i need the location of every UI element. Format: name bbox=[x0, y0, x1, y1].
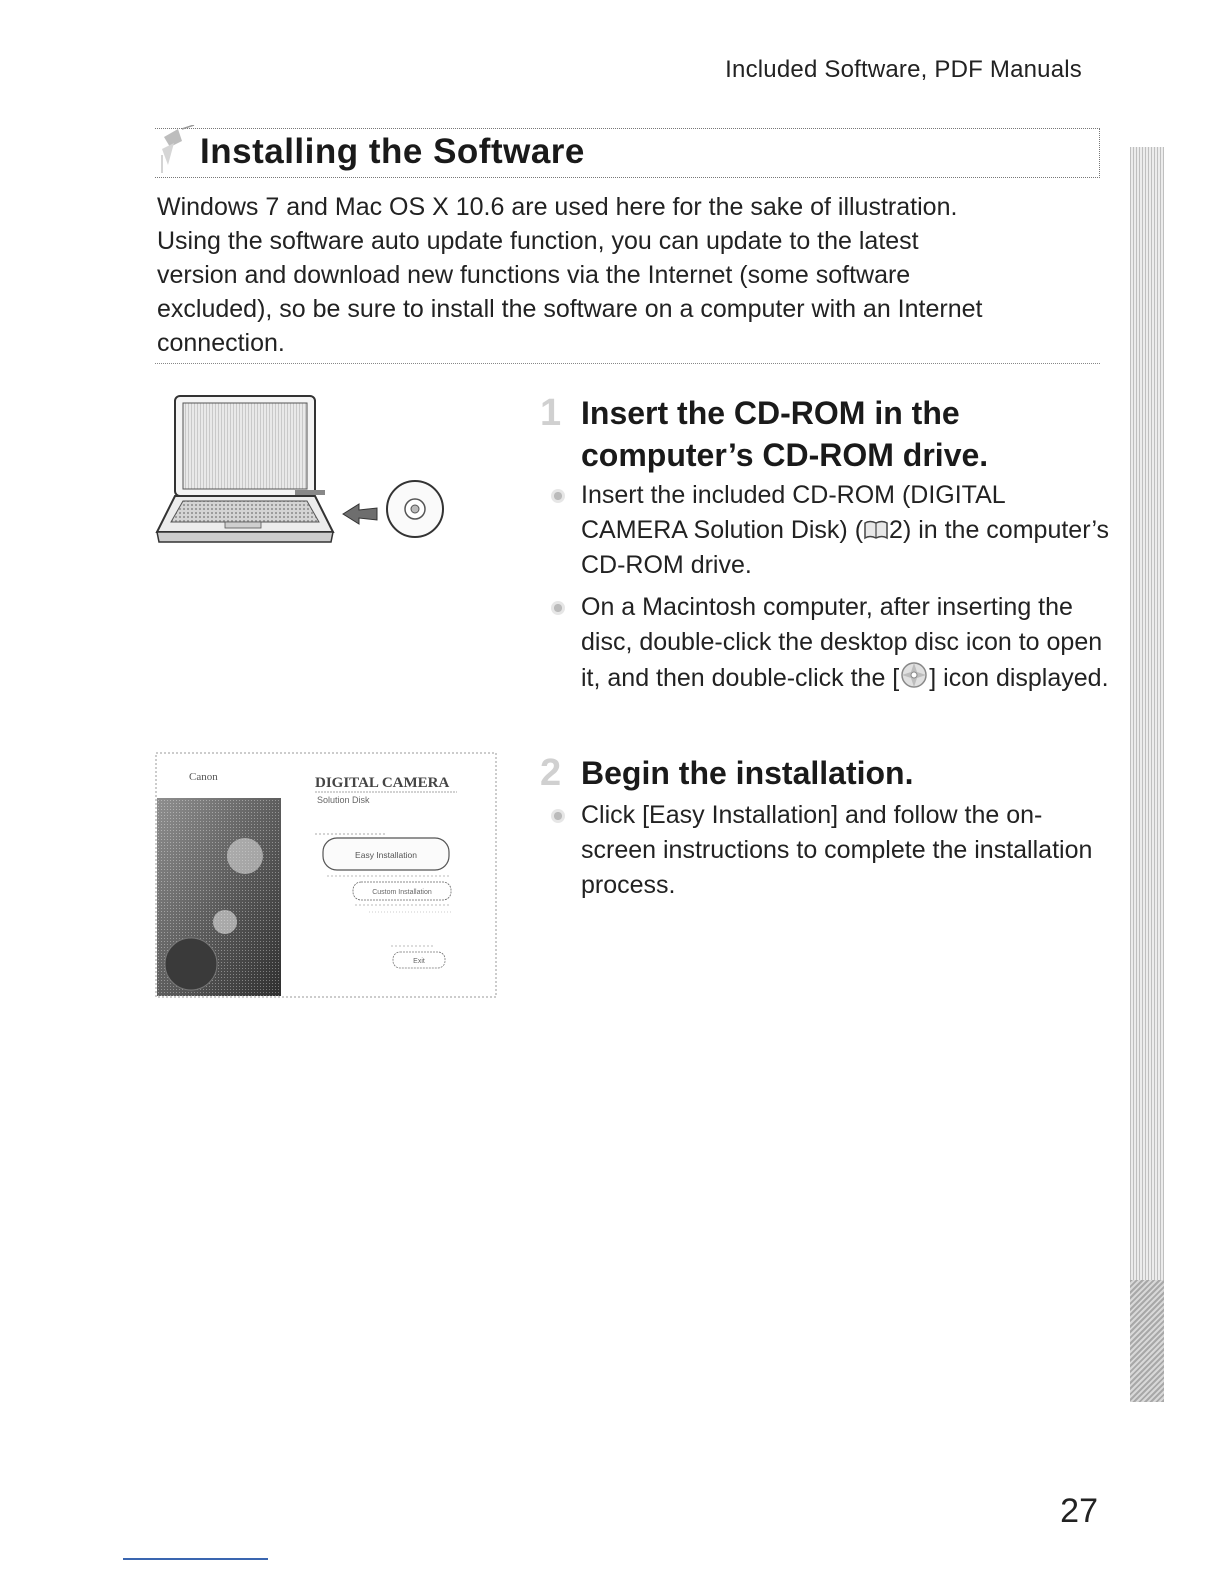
page-reference-book-icon bbox=[863, 519, 889, 541]
bullet-text: Insert the included CD-ROM (DIGITAL CAMERA Solution Disk) ( bbox=[581, 481, 1005, 544]
page-number: 27 bbox=[1060, 1492, 1098, 1530]
step-bullet bbox=[581, 478, 1111, 583]
intro-line: excluded), so be sure to install the software on a computer with an Internet bbox=[157, 295, 983, 323]
installer-window-illustration bbox=[155, 752, 497, 998]
chapter-thumb-tab bbox=[1130, 147, 1164, 1402]
step-title bbox=[581, 392, 1081, 476]
intro-line: Windows 7 and Mac OS X 10.6 are used here for the sake of illustration. bbox=[157, 193, 958, 221]
exit-button: Exit bbox=[413, 958, 425, 965]
footer-rule bbox=[123, 1558, 268, 1560]
installer-brand-label: Canon bbox=[189, 771, 218, 783]
intro-line: connection. bbox=[157, 329, 285, 357]
step-number: 2 bbox=[540, 752, 562, 794]
step-bullet: Click [Easy Installation] and follow the on-screen instructions to complete the installation process. bbox=[581, 801, 1093, 899]
software-section-icon bbox=[160, 125, 200, 175]
bullet-icon bbox=[551, 601, 565, 615]
intro-line: version and download new functions via the Internet (some software bbox=[157, 261, 911, 289]
custom-installation-button: Custom Installation bbox=[372, 889, 432, 896]
installer-product-label: DIGITAL CAMERA bbox=[315, 775, 450, 791]
step-title-line: computer’s CD-ROM drive. bbox=[581, 437, 989, 473]
bullet-icon bbox=[551, 489, 565, 503]
bullet-text: On a Macintosh computer, after inserting the disc, double-click the desktop disc icon to open it, and then double-click the [ bbox=[581, 593, 1103, 692]
section-divider bbox=[155, 363, 1100, 364]
intro-paragraph bbox=[157, 190, 1102, 360]
running-header: Included Software, PDF Manuals bbox=[725, 56, 1082, 83]
step-title: Begin the installation. bbox=[581, 755, 914, 791]
installer-disc-icon bbox=[899, 660, 929, 690]
intro-line: Using the software auto update function, you can update to the latest bbox=[157, 227, 919, 255]
bullet-text: ] icon displayed. bbox=[929, 664, 1109, 692]
step-number: 1 bbox=[540, 392, 562, 434]
installer-subtitle-label: Solution Disk bbox=[317, 795, 370, 805]
chapter-thumb-tab-marker bbox=[1130, 1280, 1164, 1402]
step-bullet bbox=[581, 590, 1111, 696]
bullet-icon bbox=[551, 809, 565, 823]
easy-installation-button: Easy Installation bbox=[355, 850, 417, 860]
laptop-cd-illustration bbox=[155, 392, 455, 552]
bullet-text: ) in the computer’s CD-ROM drive. bbox=[581, 516, 1110, 579]
step-title-line: Insert the CD-ROM in the bbox=[581, 395, 960, 431]
page-reference: 2 bbox=[889, 516, 903, 544]
section-title: Installing the Software bbox=[200, 132, 585, 171]
